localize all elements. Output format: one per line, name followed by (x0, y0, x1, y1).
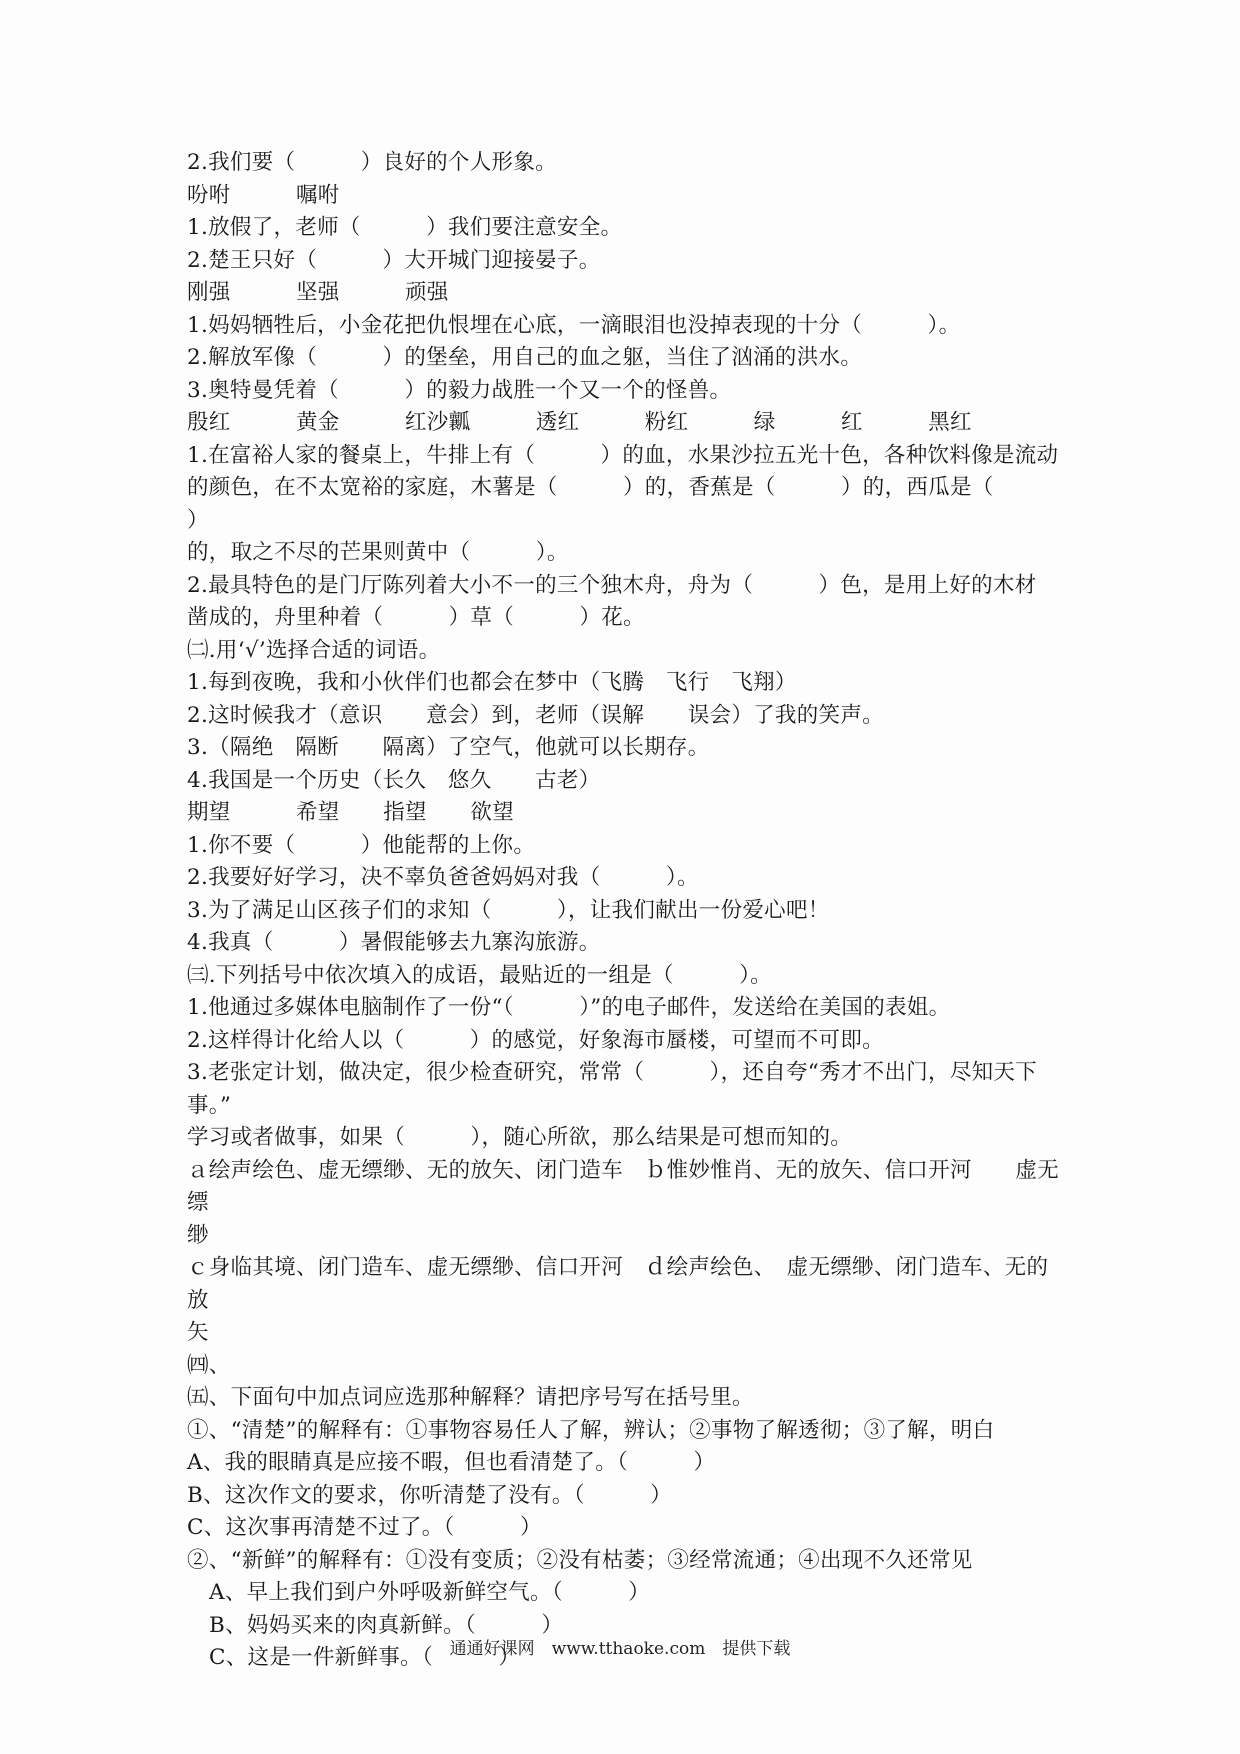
option-line: 矢 (187, 1320, 209, 1345)
section-heading: ㈡.用‘√’选择合适的词语。 (187, 637, 441, 663)
text-line: 凿成的，舟里种着（ ）草（ ）花。 (187, 605, 645, 630)
text-line: 2.我要好好学习，决不辜负爸爸妈妈对我（ ）。 (187, 865, 699, 890)
text-line: 1.你不要（ ）他能帮的上你。 (187, 832, 536, 858)
text-line: 的，取之不尽的芒果则黄中（ ）。 (187, 540, 569, 565)
text-line: 1.妈妈牺牲后，小金花把仇恨埋在心底，一滴眼泪也没掉表现的十分（ ）。 (187, 312, 961, 338)
text-line: 4.我国是一个历史（长久 悠久 古老） (187, 767, 601, 793)
question-line: A、早上我们到户外呼吸新鲜空气。（ ） (209, 1580, 651, 1605)
section-heading: ㈢.下列括号中依次填入的成语，最贴近的一组是（ ）。 (187, 962, 772, 988)
text-line: 2.楚王只好（ ）大开城门迎接晏子。 (187, 247, 601, 273)
text-line: 3.（隔绝 隔断 隔离）了空气，他就可以长期存。 (187, 735, 710, 760)
definition-line: ①、“清楚”的解释有：①事物容易任人了解，辨认；②事物了解透彻；③了解，明白 (187, 1417, 995, 1443)
text-line: 3.老张定计划，做决定，很少检查研究，常常（ ），还自夸“秀才不出门，尽知天下 (187, 1060, 1038, 1085)
option-line: ａ绘声绘色、虚无缥缈、无的放矢、闭门造车 ｂ惟妙惟肖、无的放矢、信口开河 虚无缥 (187, 1157, 1060, 1215)
section-heading: ㈤、下面句中加点词应选那种解释？请把序号写在括号里。 (187, 1385, 754, 1410)
text-line: 1.他通过多媒体电脑制作了一份“（ ）”的电子邮件，发送给在美国的表姐。 (187, 995, 951, 1020)
text-line: 2.解放军像（ ）的堡垒，用自己的血之躯，当住了汹涌的洪水。 (187, 345, 863, 370)
word-choices: 吩咐 嘱咐 (187, 182, 340, 208)
text-line: 事。” (187, 1092, 232, 1118)
text-line: 4.我真（ ）暑假能够去九寨沟旅游。 (187, 930, 601, 955)
question-line: B、妈妈买来的肉真新鲜。（ ） (209, 1612, 564, 1638)
word-choices: 期望 希望 指望 欲望 (187, 800, 515, 825)
text-line: 3.为了满足山区孩子们的求知（ ），让我们献出一份爱心吧！ (187, 897, 830, 923)
definition-line: ②、“新鲜”的解释有：①没有变质；②没有枯萎；③经常流通；④出现不久还常见 (187, 1547, 973, 1573)
option-line: 缈 (187, 1222, 209, 1248)
question-line: B、这次作文的要求，你听清楚了没有。（ ） (187, 1482, 672, 1508)
section-heading: ㈣、 (187, 1352, 231, 1378)
text-line: 1.放假了，老师（ ）我们要注意安全。 (187, 215, 623, 240)
question-line: C、这是一件新鲜事。（ ） (209, 1645, 521, 1670)
text-line: 1.每到夜晚，我和小伙伴们也都会在梦中（飞腾 飞行 飞翔） (187, 670, 797, 695)
text-line: 3.奥特曼凭着（ ）的毅力战胜一个又一个的怪兽。 (187, 377, 732, 403)
text-line: 2.我们要（ ）良好的个人形象。 (187, 150, 557, 175)
text-line: 的颜色，在不太宽裕的家庭，木薯是（ ）的，香蕉是（ ）的，西瓜是（ ） (187, 475, 1060, 533)
text-line: 2.这时候我才（意识 意会）到，老师（误解 误会）了我的笑声。 (187, 702, 884, 728)
text-line: 1.在富裕人家的餐桌上，牛排上有（ ）的血，水果沙拉五光十色，各种饮料像是流动 (187, 442, 1059, 468)
page-footer: 通通好课网 www.tthaoke.com 提供下载 (449, 1639, 791, 1659)
text-line: 学习或者做事，如果（ ），随心所欲，那么结果是可想而知的。 (187, 1125, 853, 1150)
question-line: A、我的眼睛真是应接不暇，但也看清楚了。（ ） (187, 1450, 716, 1475)
word-choices: 殷红 黄金 红沙瓤 透红 粉红 绿 红 黑红 (187, 410, 972, 435)
word-choices: 刚强 坚强 顽强 (187, 280, 449, 305)
option-line: ｃ身临其境、闭门造车、虚无缥缈、信口开河 ｄ绘声绘色、 虚无缥缈、闭门造车、无的放 (187, 1255, 1049, 1313)
question-line: C、这次事再清楚不过了。（ ） (187, 1515, 542, 1540)
exercise-content (187, 147, 1067, 1675)
text-line: 2.这样得计化给人以（ ）的感觉，好象海市蜃楼，可望而不可即。 (187, 1027, 884, 1053)
text-line: 2.最具特色的是门厅陈列着大小不一的三个独木舟，舟为（ ）色，是用上好的木材 (187, 572, 1037, 598)
